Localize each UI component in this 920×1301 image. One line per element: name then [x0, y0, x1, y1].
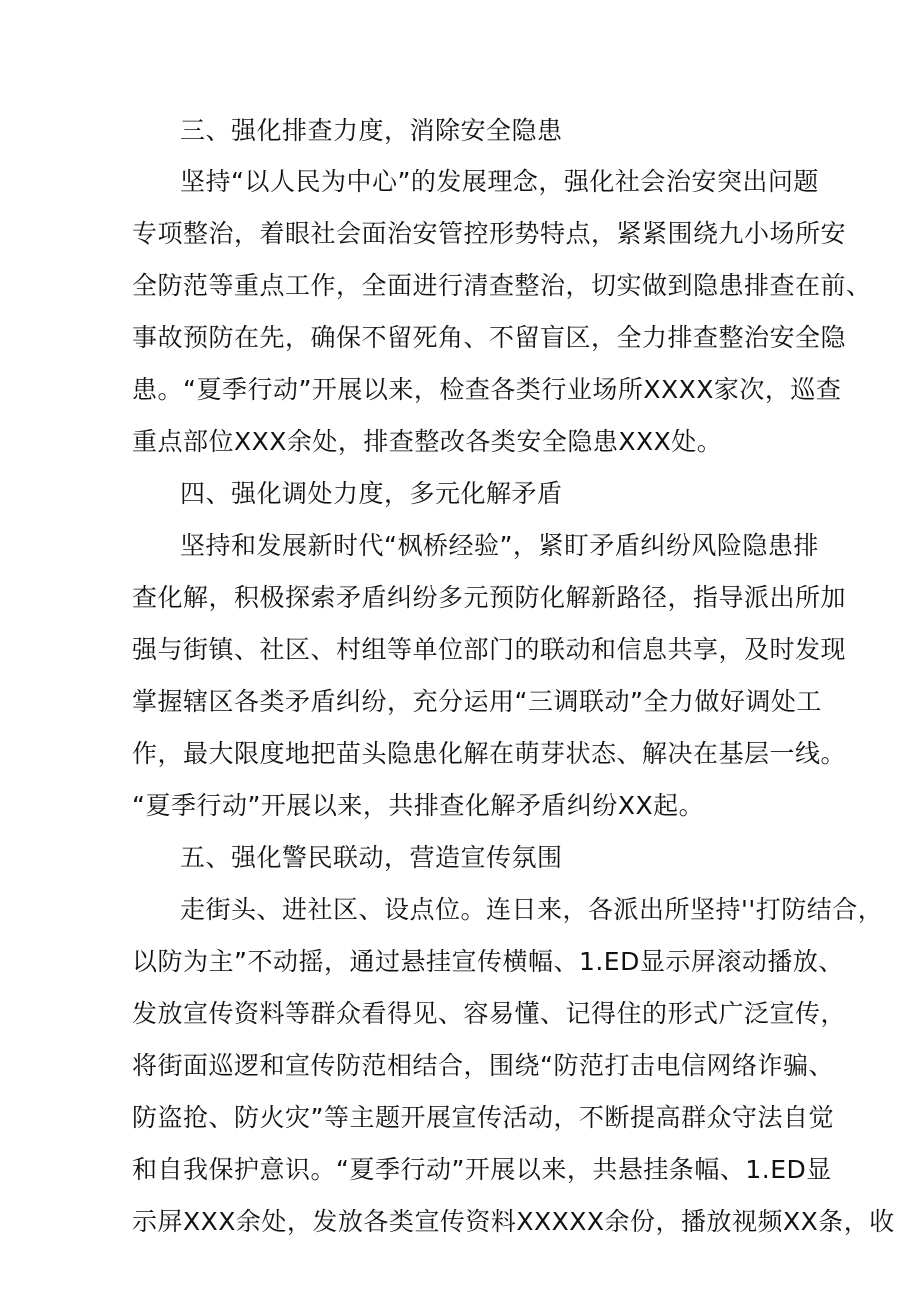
section-heading-5: 五、强化警民联动，营造宣传氛围: [180, 843, 563, 872]
paragraph-line: 患。“夏季行动”开展以来，检查各类行业场所XXXX家次，巡查: [132, 375, 842, 404]
paragraph-line: 查化解，积极探索矛盾纠纷多元预防化解新路径，指导派出所加: [132, 583, 847, 612]
section-heading-3: 三、强化排查力度，消除安全隐患: [180, 116, 563, 145]
paragraph-line: 事故预防在先，确保不留死角、不留盲区，全力排查整治安全隐: [132, 323, 847, 352]
paragraph-line: 重点部位XXX余处，排查整改各类安全隐患XXX处。: [132, 427, 723, 456]
section-heading-4: 四、强化调处力度，多元化解矛盾: [180, 479, 563, 508]
paragraph-line: 防盗抢、防火灾”等主题开展宣传活动，不断提高群众守法自觉: [132, 1103, 834, 1132]
paragraph-line: 坚持“以人民为中心”的发展理念，强化社会治安突出问题: [180, 167, 819, 196]
paragraph-line: 坚持和发展新时代“枫桥经验”，紧盯矛盾纠纷风险隐患排: [180, 531, 819, 560]
paragraph-line: 作，最大限度地把苗头隐患化解在萌芽状态、解决在基层一线。: [132, 739, 847, 768]
paragraph-line: 全防范等重点工作，全面进行清查整治，切实做到隐患排查在前、: [132, 271, 872, 300]
paragraph-line: 和自我保护意识。“夏季行动”开展以来，共悬挂条幅、1.ED显: [132, 1155, 832, 1184]
paragraph-line: 以防为主”不动摇，通过悬挂宣传横幅、1.ED显示屏滚动播放、: [132, 947, 844, 976]
paragraph-line: 发放宣传资料等群众看得见、容易懂、记得住的形式广泛宣传，: [132, 999, 847, 1028]
paragraph-line: 强与街镇、社区、村组等单位部门的联动和信息共享，及时发现: [132, 635, 847, 664]
paragraph-line: 示屏XXX余处，发放各类宣传资料XXXXX余份，播放视频XX条，收: [132, 1207, 895, 1236]
paragraph-line: 专项整治，着眼社会面治安管控形势特点，紧紧围绕九小场所安: [132, 219, 847, 248]
paragraph-line: 走街头、进社区、设点位。连日来，各派出所坚持''打防结合，: [180, 895, 884, 924]
paragraph-line: “夏季行动”开展以来，共排查化解矛盾纠纷XX起。: [132, 791, 705, 820]
paragraph-line: 掌握辖区各类矛盾纠纷，充分运用“三调联动”全力做好调处工: [132, 687, 822, 716]
paragraph-line: 将街面巡逻和宣传防范相结合，围绕“防范打击电信网络诈骗、: [132, 1051, 834, 1080]
